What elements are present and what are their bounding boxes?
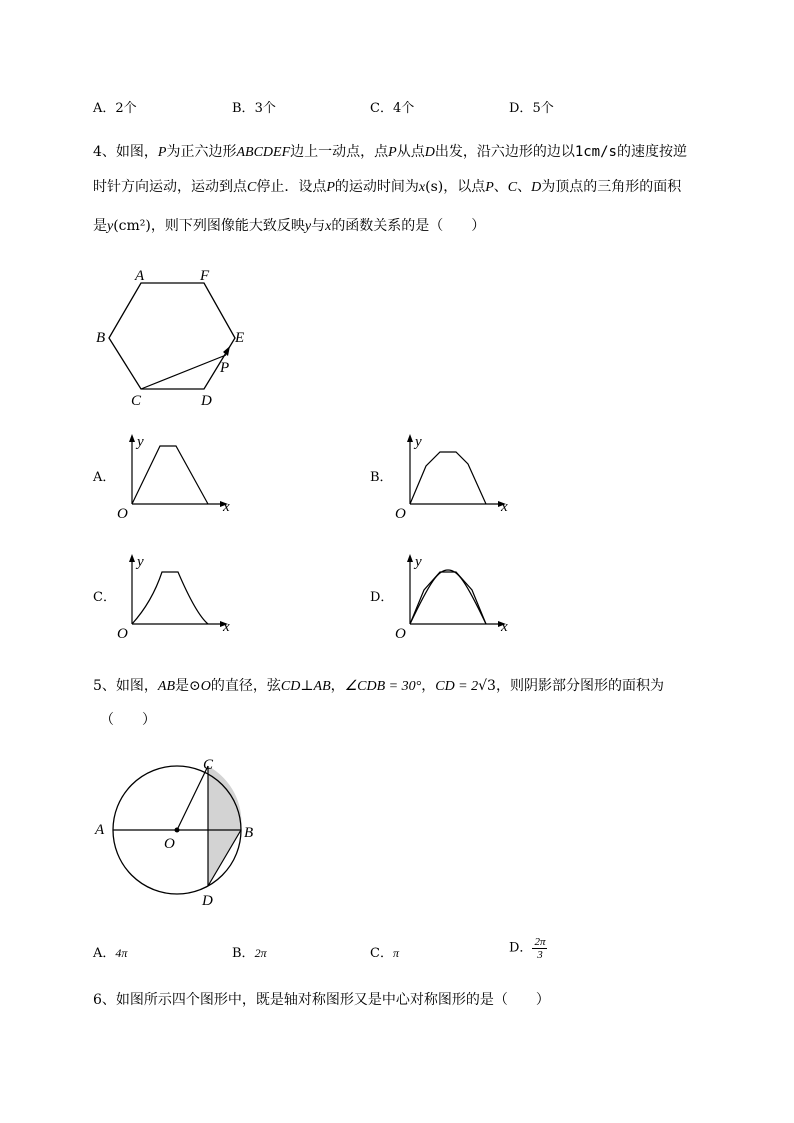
svg-text:y: y (137, 554, 144, 570)
hexagon-figure (90, 260, 260, 410)
graph-option-b (390, 432, 520, 522)
q5-line-1: 5、如图，AB是⊙O的直径，弦CD⊥AB，∠CDB = 30°，CD = 2√3，则阴影部分图形的面积为 (93, 678, 664, 694)
q5-option-c: C．π (370, 946, 399, 961)
curve (132, 446, 208, 504)
q4-line-2: 时针方向运动，运动到点C停止．设点P的运动时间为x(s)，以点P、C、D为顶点的三角形的面积 (93, 179, 682, 195)
q5-option-a: A．4π (93, 946, 128, 961)
q5-line-2: （ ） (100, 712, 156, 728)
shaded-upper (208, 766, 241, 830)
svg-text:O: O (117, 506, 128, 522)
q4-option-c-label: C． (93, 590, 116, 605)
hexagon-shape (109, 283, 235, 389)
radius-oc (177, 766, 208, 830)
label-f: F (200, 268, 210, 284)
graph-option-a (112, 432, 242, 522)
svg-text:y: y (137, 434, 144, 450)
label-p: P (220, 360, 230, 376)
svg-text:x: x (223, 619, 230, 635)
svg-text:y: y (415, 434, 422, 450)
label-o: O (164, 836, 175, 852)
q3-option-b: B．3个 (232, 101, 276, 116)
q4-line-1: 4、如图，P为正六边形ABCDEF边上一动点，点P从点D出发，沿六边形的边以1cm/s的速度按逆 (93, 144, 687, 160)
svg-text:x: x (501, 499, 508, 515)
label-a: A (95, 822, 105, 838)
q6-text: 6、如图所示四个图形中，既是轴对称图形又是中心对称图形的是（ ） (93, 992, 550, 1008)
svg-text:x: x (223, 499, 230, 515)
svg-text:O: O (395, 506, 406, 522)
graph-option-d (390, 552, 520, 642)
label-a: A (135, 268, 145, 284)
q4-option-b-label: B． (370, 470, 393, 485)
curve-polyline (410, 572, 486, 624)
q3-option-c: C．4个 (370, 101, 415, 116)
label-c: C (131, 393, 142, 409)
segment-cp (141, 355, 226, 389)
circle-figure (90, 752, 265, 912)
label-e: E (235, 330, 245, 346)
curve (410, 452, 486, 504)
svg-text:y: y (415, 554, 422, 570)
label-b: B (96, 330, 106, 346)
svg-text:O: O (117, 626, 128, 642)
curve (132, 572, 208, 624)
q4-option-a-label: A． (93, 470, 116, 485)
label-c: C (203, 757, 214, 773)
svg-text:x: x (501, 619, 508, 635)
direction-arrow (223, 346, 230, 356)
graph-option-c (112, 552, 242, 642)
q4-option-d-label: D． (370, 590, 394, 605)
q4-line-3: 是y(cm²)，则下列图像能大致反映y与x的函数关系的是（ ） (93, 218, 486, 234)
q3-option-d: D．5个 (509, 101, 554, 116)
center-point (175, 828, 180, 833)
label-d: D (201, 393, 212, 409)
q5-option-d: D． $\frac{2\pi}{3}$ (509, 936, 546, 961)
label-b: B (244, 825, 254, 841)
svg-text:O: O (395, 626, 406, 642)
fraction: $\frac{2\pi}{3}$ (534, 936, 546, 961)
q3-option-a: A．2个 (93, 101, 137, 116)
label-d: D (202, 893, 213, 909)
q5-option-b: B．2π (232, 946, 267, 961)
